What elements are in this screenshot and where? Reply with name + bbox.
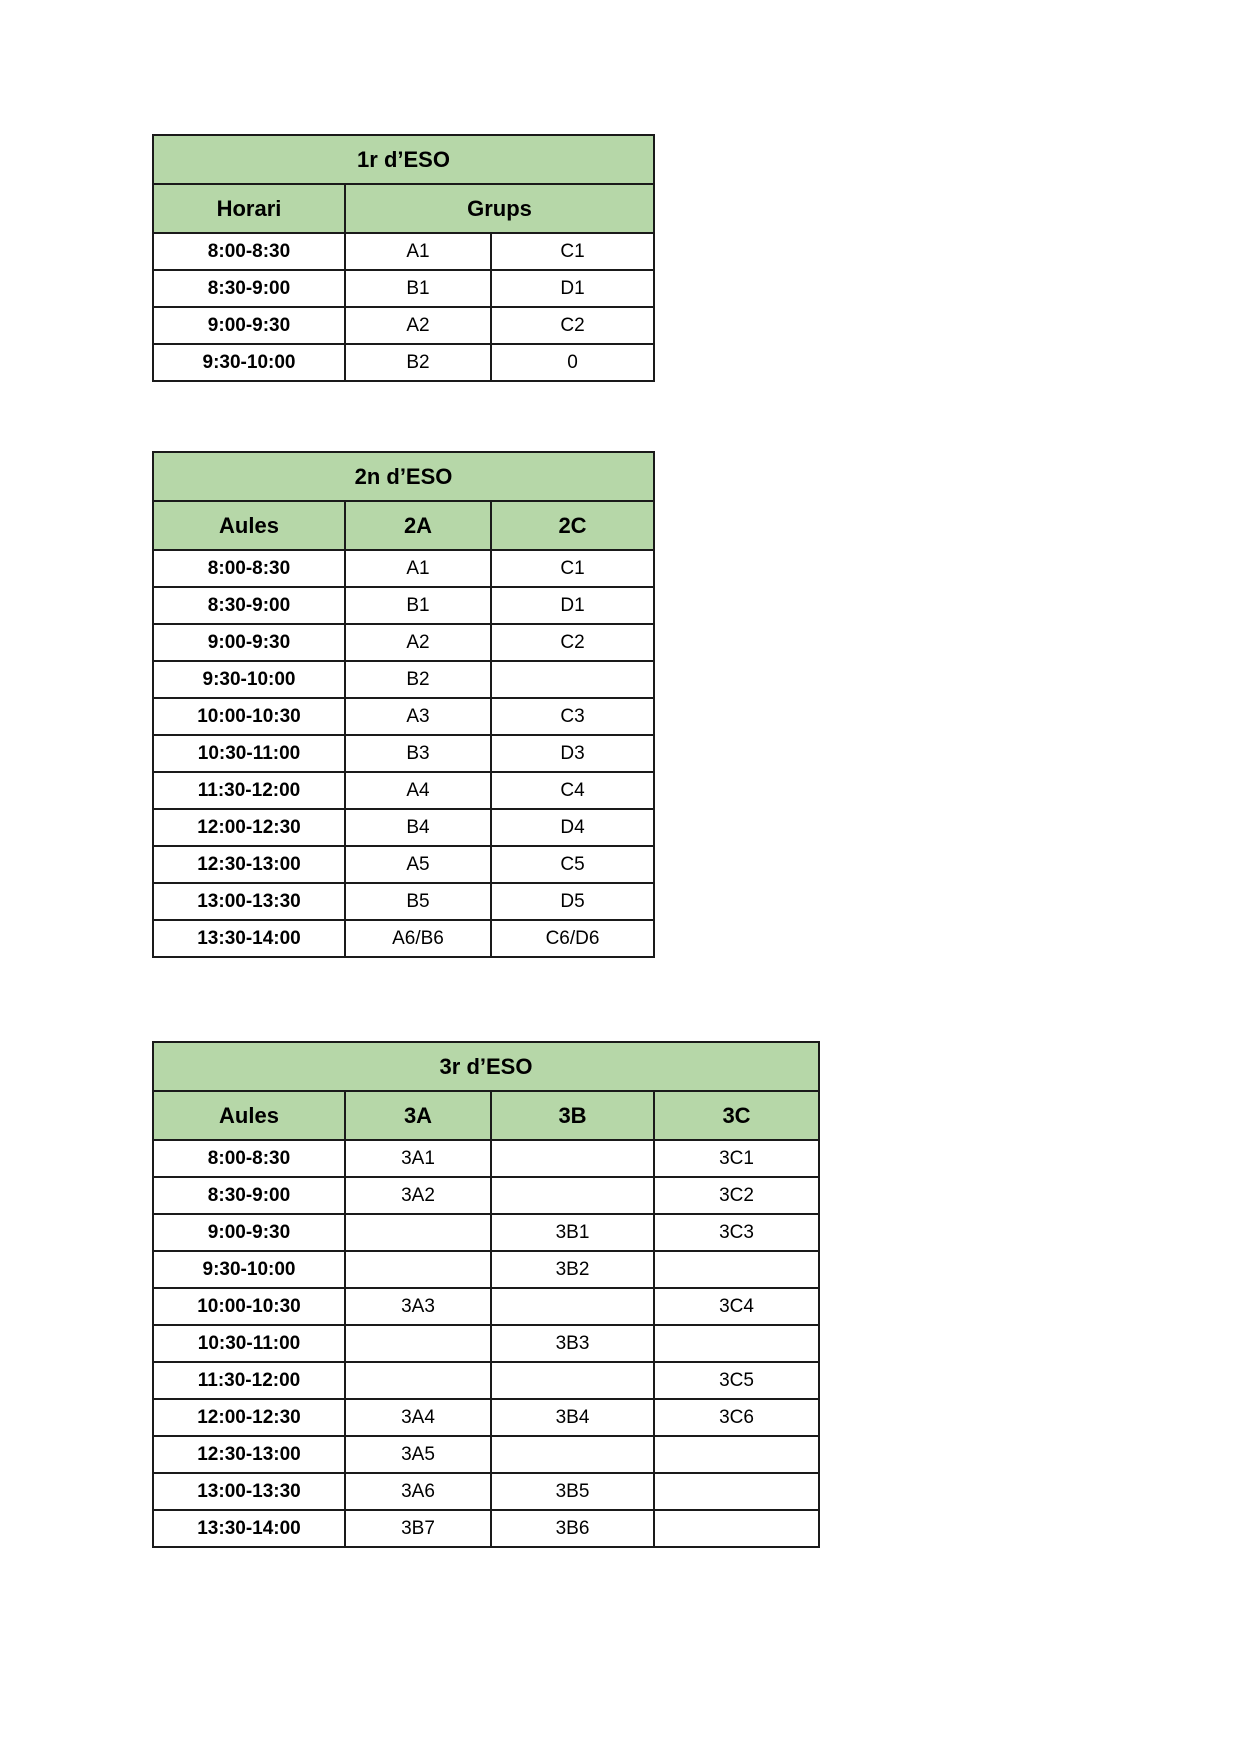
group-cell: B4: [345, 809, 491, 846]
table-row: [153, 735, 654, 772]
group-cell: [654, 1510, 819, 1547]
group-cell: B2: [345, 661, 491, 698]
group-cell: 3C1: [654, 1140, 819, 1177]
group-cell: 3A1: [345, 1140, 491, 1177]
time-cell: 9:00-9:30: [153, 307, 345, 344]
group-cell: [345, 1325, 491, 1362]
group-cell: [654, 1436, 819, 1473]
group-cell: A1: [345, 550, 491, 587]
group-cell: D3: [491, 735, 654, 772]
table-row: [153, 624, 654, 661]
group-cell: C1: [491, 550, 654, 587]
group-cell: [654, 1251, 819, 1288]
group-cell: B1: [345, 587, 491, 624]
time-cell: 13:30-14:00: [153, 920, 345, 957]
table-title: 2n d’ESO: [153, 452, 654, 501]
table-row: [153, 883, 654, 920]
group-cell: 3A5: [345, 1436, 491, 1473]
group-cell: [491, 1436, 654, 1473]
group-cell: 3C4: [654, 1288, 819, 1325]
table-row: [153, 846, 654, 883]
header-2a: 2A: [345, 501, 491, 550]
table-row: [153, 1177, 819, 1214]
group-cell: A4: [345, 772, 491, 809]
group-cell: B1: [345, 270, 491, 307]
group-cell: 0: [491, 344, 654, 381]
group-cell: C6/D6: [491, 920, 654, 957]
table-title: 1r d’ESO: [153, 135, 654, 184]
table-row: [153, 920, 654, 957]
group-cell: [345, 1251, 491, 1288]
time-cell: 11:30-12:00: [153, 1362, 345, 1399]
group-cell: [654, 1473, 819, 1510]
table-row: [153, 550, 654, 587]
group-cell: B5: [345, 883, 491, 920]
group-cell: C2: [491, 307, 654, 344]
schedule-table-3r-eso: [152, 1041, 820, 1548]
time-cell: 10:30-11:00: [153, 735, 345, 772]
schedule-table-2n-eso: [152, 451, 655, 958]
group-cell: D5: [491, 883, 654, 920]
group-cell: [491, 1177, 654, 1214]
time-cell: 9:00-9:30: [153, 624, 345, 661]
group-cell: 3A6: [345, 1473, 491, 1510]
time-cell: 13:00-13:30: [153, 1473, 345, 1510]
time-cell: 9:00-9:30: [153, 1214, 345, 1251]
header-3a: 3A: [345, 1091, 491, 1140]
group-cell: 3A2: [345, 1177, 491, 1214]
table-row: [153, 1510, 819, 1547]
group-cell: D4: [491, 809, 654, 846]
group-cell: [491, 661, 654, 698]
group-cell: C2: [491, 624, 654, 661]
group-cell: 3B3: [491, 1325, 654, 1362]
group-cell: 3B5: [491, 1473, 654, 1510]
header-aules: Aules: [153, 501, 345, 550]
time-cell: 9:30-10:00: [153, 344, 345, 381]
time-cell: 8:00-8:30: [153, 233, 345, 270]
time-cell: 10:00-10:30: [153, 1288, 345, 1325]
group-cell: 3B6: [491, 1510, 654, 1547]
group-cell: A2: [345, 307, 491, 344]
table-row: [153, 344, 654, 381]
header-3c: 3C: [654, 1091, 819, 1140]
time-cell: 12:30-13:00: [153, 1436, 345, 1473]
group-cell: [491, 1362, 654, 1399]
table-row: [153, 1436, 819, 1473]
group-cell: B3: [345, 735, 491, 772]
group-cell: 3C3: [654, 1214, 819, 1251]
time-cell: 9:30-10:00: [153, 661, 345, 698]
table-row: [153, 307, 654, 344]
group-cell: 3B2: [491, 1251, 654, 1288]
group-cell: [654, 1325, 819, 1362]
group-cell: C4: [491, 772, 654, 809]
group-cell: 3C5: [654, 1362, 819, 1399]
table-row: [153, 1251, 819, 1288]
group-cell: 3B7: [345, 1510, 491, 1547]
group-cell: 3C6: [654, 1399, 819, 1436]
group-cell: 3B1: [491, 1214, 654, 1251]
group-cell: C3: [491, 698, 654, 735]
table-row: [153, 772, 654, 809]
time-cell: 12:00-12:30: [153, 809, 345, 846]
time-cell: 13:30-14:00: [153, 1510, 345, 1547]
table-row: [153, 698, 654, 735]
group-cell: A1: [345, 233, 491, 270]
table-row: [153, 1140, 819, 1177]
table-row: [153, 233, 654, 270]
header-aules: Aules: [153, 1091, 345, 1140]
time-cell: 8:30-9:00: [153, 270, 345, 307]
group-cell: C1: [491, 233, 654, 270]
group-cell: 3B4: [491, 1399, 654, 1436]
time-cell: 10:00-10:30: [153, 698, 345, 735]
header-2c: 2C: [491, 501, 654, 550]
time-cell: 8:00-8:30: [153, 550, 345, 587]
table-row: [153, 809, 654, 846]
group-cell: B2: [345, 344, 491, 381]
table-title: 3r d’ESO: [153, 1042, 819, 1091]
group-cell: C5: [491, 846, 654, 883]
group-cell: [345, 1214, 491, 1251]
group-cell: A2: [345, 624, 491, 661]
group-cell: A5: [345, 846, 491, 883]
time-cell: 12:00-12:30: [153, 1399, 345, 1436]
group-cell: [345, 1362, 491, 1399]
time-cell: 8:30-9:00: [153, 1177, 345, 1214]
table-row: [153, 587, 654, 624]
header-3b: 3B: [491, 1091, 654, 1140]
group-cell: [491, 1140, 654, 1177]
table-row: [153, 1473, 819, 1510]
group-cell: 3A3: [345, 1288, 491, 1325]
time-cell: 9:30-10:00: [153, 1251, 345, 1288]
header-horari: Horari: [153, 184, 345, 233]
group-cell: [491, 1288, 654, 1325]
time-cell: 12:30-13:00: [153, 846, 345, 883]
schedule-table-1r-eso: [152, 134, 655, 382]
group-cell: 3A4: [345, 1399, 491, 1436]
table-row: [153, 270, 654, 307]
group-cell: A6/B6: [345, 920, 491, 957]
table-row: [153, 1288, 819, 1325]
table-row: [153, 661, 654, 698]
time-cell: 8:00-8:30: [153, 1140, 345, 1177]
table-row: [153, 1214, 819, 1251]
group-cell: 3C2: [654, 1177, 819, 1214]
time-cell: 11:30-12:00: [153, 772, 345, 809]
table-row: [153, 1362, 819, 1399]
table-row: [153, 1325, 819, 1362]
group-cell: D1: [491, 587, 654, 624]
header-grups: Grups: [345, 184, 654, 233]
group-cell: D1: [491, 270, 654, 307]
group-cell: A3: [345, 698, 491, 735]
table-row: [153, 1399, 819, 1436]
time-cell: 10:30-11:00: [153, 1325, 345, 1362]
time-cell: 13:00-13:30: [153, 883, 345, 920]
time-cell: 8:30-9:00: [153, 587, 345, 624]
